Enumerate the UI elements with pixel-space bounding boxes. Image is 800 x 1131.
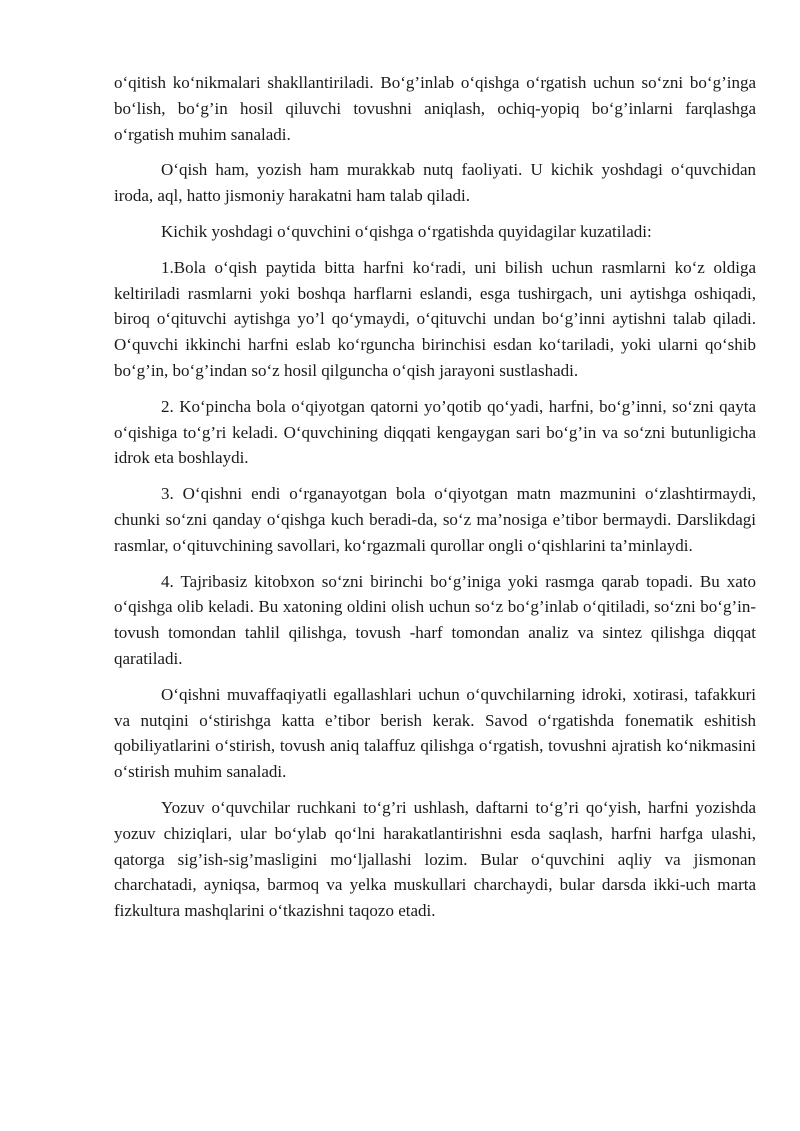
paragraph-continuation: o‘qitish ko‘nikmalari shakllantiriladi. Bo‘g’inlab o‘qishga o‘rgatish uchun so‘zni bo‘g’inga bo‘lish, bo‘g’in hosil qiluvchi tovushni aniqlash, ochiq-yopiq bo‘g’inlarni farqlashga o‘rgatish muhim sanaladi. bbox=[114, 73, 756, 144]
paragraph-reading-writing: O‘qish ham, yozish ham murakkab nutq faoliyati. U kichik yoshdagi o‘quvchidan iroda, aql, hatto jismoniy harakatni ham talab qiladi. bbox=[114, 160, 756, 206]
paragraph-point-1: 1.Bola o‘qish paytida bitta harfni ko‘radi, uni bilish uchun rasmlarni ko‘z oldiga keltiriladi rasmlarni yoki boshqa harflarni eslandi, esga tushirgach, uni aytishga oshiqadi, biroq o‘qituvchi aytishga yo’l qo‘ymaydi, o‘qituvchi undan bo‘g’inni aytishni talab qiladi. O‘quvchi ikkinchi harfni eslab ko‘rguncha birinchisi esdan ko‘tariladi, yoki ularni qo‘shib bo‘g’in, bo‘g’indan so‘z hosil qilguncha o‘qish jarayoni sustlashadi. bbox=[114, 257, 756, 380]
paragraph-point-4: 4. Tajribasiz kitobxon so‘zni birinchi bo‘g’iniga yoki rasmga qarab topadi. Bu xato o‘qishga olib keladi. Bu xatoning oldini olish uchun so‘z bo‘g’inlab o‘qitiladi, so‘zni bo‘g’in-tovush tomondan tahlil qilishga, tovush -harf tomondan analiz va sintez qilishga diqqat qaratiladi. bbox=[114, 571, 756, 668]
document-page bbox=[114, 70, 756, 934]
paragraph-point-3: 3. O‘qishni endi o‘rganayotgan bola o‘qiyotgan matn mazmunini o‘zlashtirmaydi, chunki so‘zni qanday o‘qishga kuch beradi-da, so‘z ma’nosiga e’tibor bermaydi. Darslikdagi rasmlar, o‘qituvchining savollari, ko‘rgazmali qurollar ongli o‘qishlarini ta’minlaydi. bbox=[114, 484, 756, 555]
paragraph-observations-intro: Kichik yoshdagi o‘quvchini o‘qishga o‘rgatishda quyidagilar kuzatiladi: bbox=[161, 221, 652, 241]
paragraph-successful-reading: O‘qishni muvaffaqiyatli egallashlari uchun o‘quvchilarning idroki, xotirasi, tafakkuri va nutqini o‘stirishga katta e’tibor berish kerak. Savod o‘rgatishda fonematik eshitish qobiliyatlarini o‘stirish, tovush aniq talaffuz qilishga o‘rgatish, tovushni ajratish ko‘nikmasini o‘stirish muhim sanaladi. bbox=[114, 684, 756, 782]
paragraph-point-2: 2. Ko‘pincha bola o‘qiyotgan qatorni yo’qotib qo‘yadi, harfni, bo‘g’inni, so‘zni qayta o‘qishiga to‘g’ri keladi. O‘quvchining diqqati kengaygan sari bo‘g’in va so‘zni butunligicha idrok eta boshlaydi. bbox=[114, 396, 756, 468]
paragraph-writing: Yozuv o‘quvchilar ruchkani to‘g’ri ushlash, daftarni to‘g’ri qo‘yish, harfni yozishda yozuv chiziqlari, ular bo‘ylab qo‘lni harakatlantirishni esda saqlash, harfni harfga ulashi, qatorga sig’ish-sig’masligini mo‘ljallashi lozim. Bular o‘quvchini aqliy va jismonan charchatadi, ayniqsa, barmoq va yelka muskullari charchaydi, bular darsda ikki-uch marta fizkultura mashqlarini o‘tkazishni taqozo etadi. bbox=[114, 797, 756, 921]
